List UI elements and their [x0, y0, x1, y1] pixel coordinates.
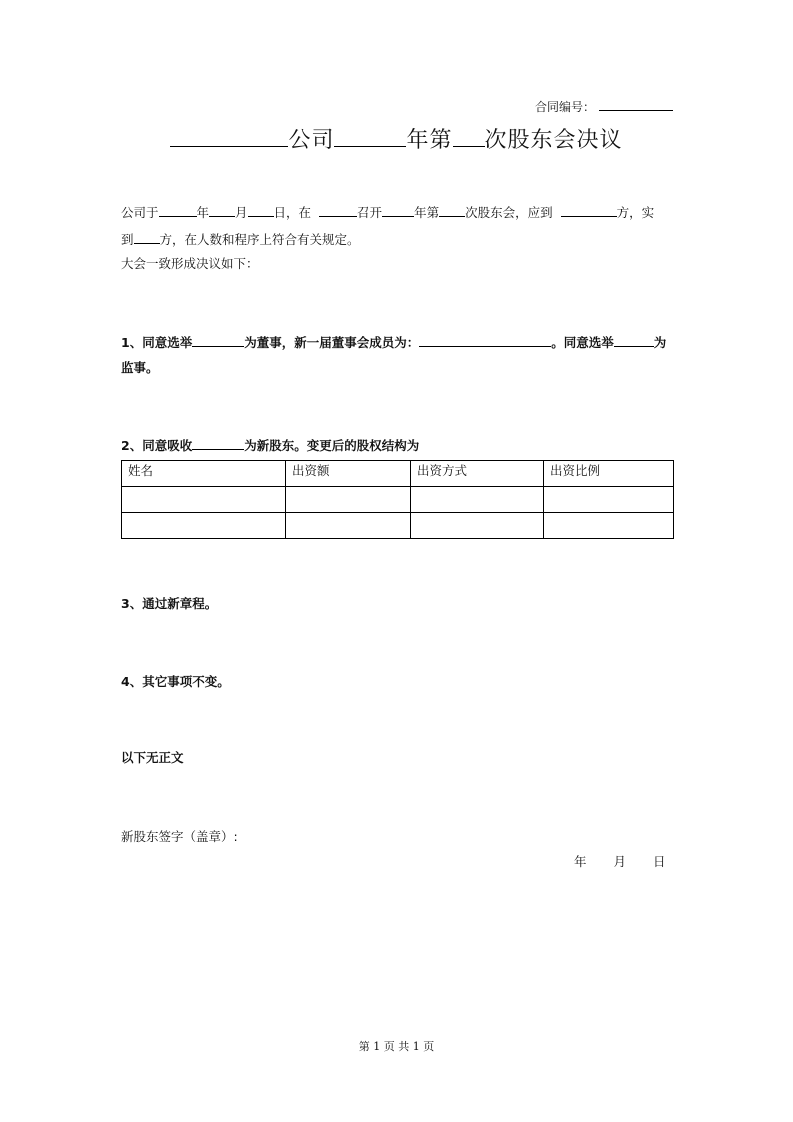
intro-text: 月: [235, 205, 248, 220]
header-method: 出资方式: [411, 461, 544, 487]
intro-meeting-year-blank[interactable]: [382, 202, 414, 217]
table-cell[interactable]: [411, 487, 544, 513]
intro-year-blank[interactable]: [159, 202, 197, 217]
intro-text: 次股东会，应到: [465, 205, 553, 220]
intro-month-blank[interactable]: [209, 202, 235, 217]
title-year-blank[interactable]: [334, 124, 406, 147]
table-header-row: [122, 461, 674, 487]
intro-place-blank[interactable]: [319, 202, 357, 217]
intro-text: 方，实: [616, 205, 655, 220]
intro-text: 公司于: [121, 205, 159, 220]
item-1-as: 为: [653, 335, 667, 350]
date-line: [574, 852, 666, 870]
title-company: 公司: [288, 128, 335, 153]
table-cell[interactable]: [122, 513, 286, 539]
item-1-supervisor: 监事。: [121, 360, 159, 375]
table-cell[interactable]: [122, 487, 286, 513]
table-row: [122, 513, 674, 539]
intro-text: 年第: [414, 205, 440, 220]
item-4: 4、其它事项不变。: [121, 674, 230, 689]
item-2: [121, 435, 419, 454]
table-cell[interactable]: [286, 513, 411, 539]
intro-text: 召开: [357, 205, 383, 220]
header-name: 姓名: [122, 461, 286, 487]
title-number-blank[interactable]: [453, 124, 485, 147]
title-rest: 次股东会决议: [484, 128, 623, 153]
contract-number-blank[interactable]: [599, 96, 673, 111]
table-cell[interactable]: [544, 513, 674, 539]
item-1-line-1: [121, 332, 666, 351]
intro-should-attend-blank[interactable]: [561, 202, 617, 217]
table-cell[interactable]: [286, 487, 411, 513]
intro-actual-attend-blank[interactable]: [134, 229, 160, 244]
table-row: [122, 487, 674, 513]
item-2-rest: 为新股东。变更后的股权结构为: [244, 438, 420, 453]
date-year: 年: [574, 854, 587, 869]
header-amount: 出资额: [286, 461, 411, 487]
item-1-directors: 为董事，新一届董事会成员为：: [244, 335, 420, 350]
table-cell[interactable]: [544, 487, 674, 513]
item-1-agree-select: 。同意选举: [551, 335, 614, 350]
company-name-blank[interactable]: [170, 124, 288, 147]
contract-number: [535, 96, 673, 115]
intro-line-2: [121, 229, 360, 248]
table-cell[interactable]: [411, 513, 544, 539]
intro-text: 到: [121, 232, 134, 247]
signature-label: 新股东签字（盖章）:: [121, 829, 238, 844]
intro-line-1: [121, 202, 654, 221]
intro-text: 方，在人数和程序上符合有关规定。: [159, 232, 360, 247]
director-blank[interactable]: [192, 332, 244, 347]
intro-day-blank[interactable]: [248, 202, 274, 217]
item-3: 3、通过新章程。: [121, 596, 218, 611]
equity-structure-table: [121, 460, 674, 539]
intro-meeting-no-blank[interactable]: [439, 202, 465, 217]
document-title: [0, 123, 793, 154]
board-members-blank[interactable]: [419, 332, 551, 347]
title-year: 年第: [406, 128, 453, 153]
resolution-intro: 大会一致形成决议如下：: [121, 256, 259, 271]
date-month: 月: [613, 854, 627, 869]
intro-text: 日，在: [273, 205, 312, 220]
end-note: 以下无正文: [121, 750, 184, 765]
new-shareholder-blank[interactable]: [192, 435, 244, 450]
item-2-prefix: 2、同意吸收: [121, 438, 193, 453]
date-day: 日: [653, 854, 666, 869]
item-1-prefix: 1、同意选举: [121, 335, 193, 350]
page-footer: 第 1 页 共 1 页: [358, 1040, 435, 1053]
header-ratio: 出资比例: [544, 461, 674, 487]
contract-number-label: 合同编号：: [534, 100, 595, 114]
intro-text: 年: [196, 205, 210, 220]
supervisor-blank[interactable]: [614, 332, 654, 347]
